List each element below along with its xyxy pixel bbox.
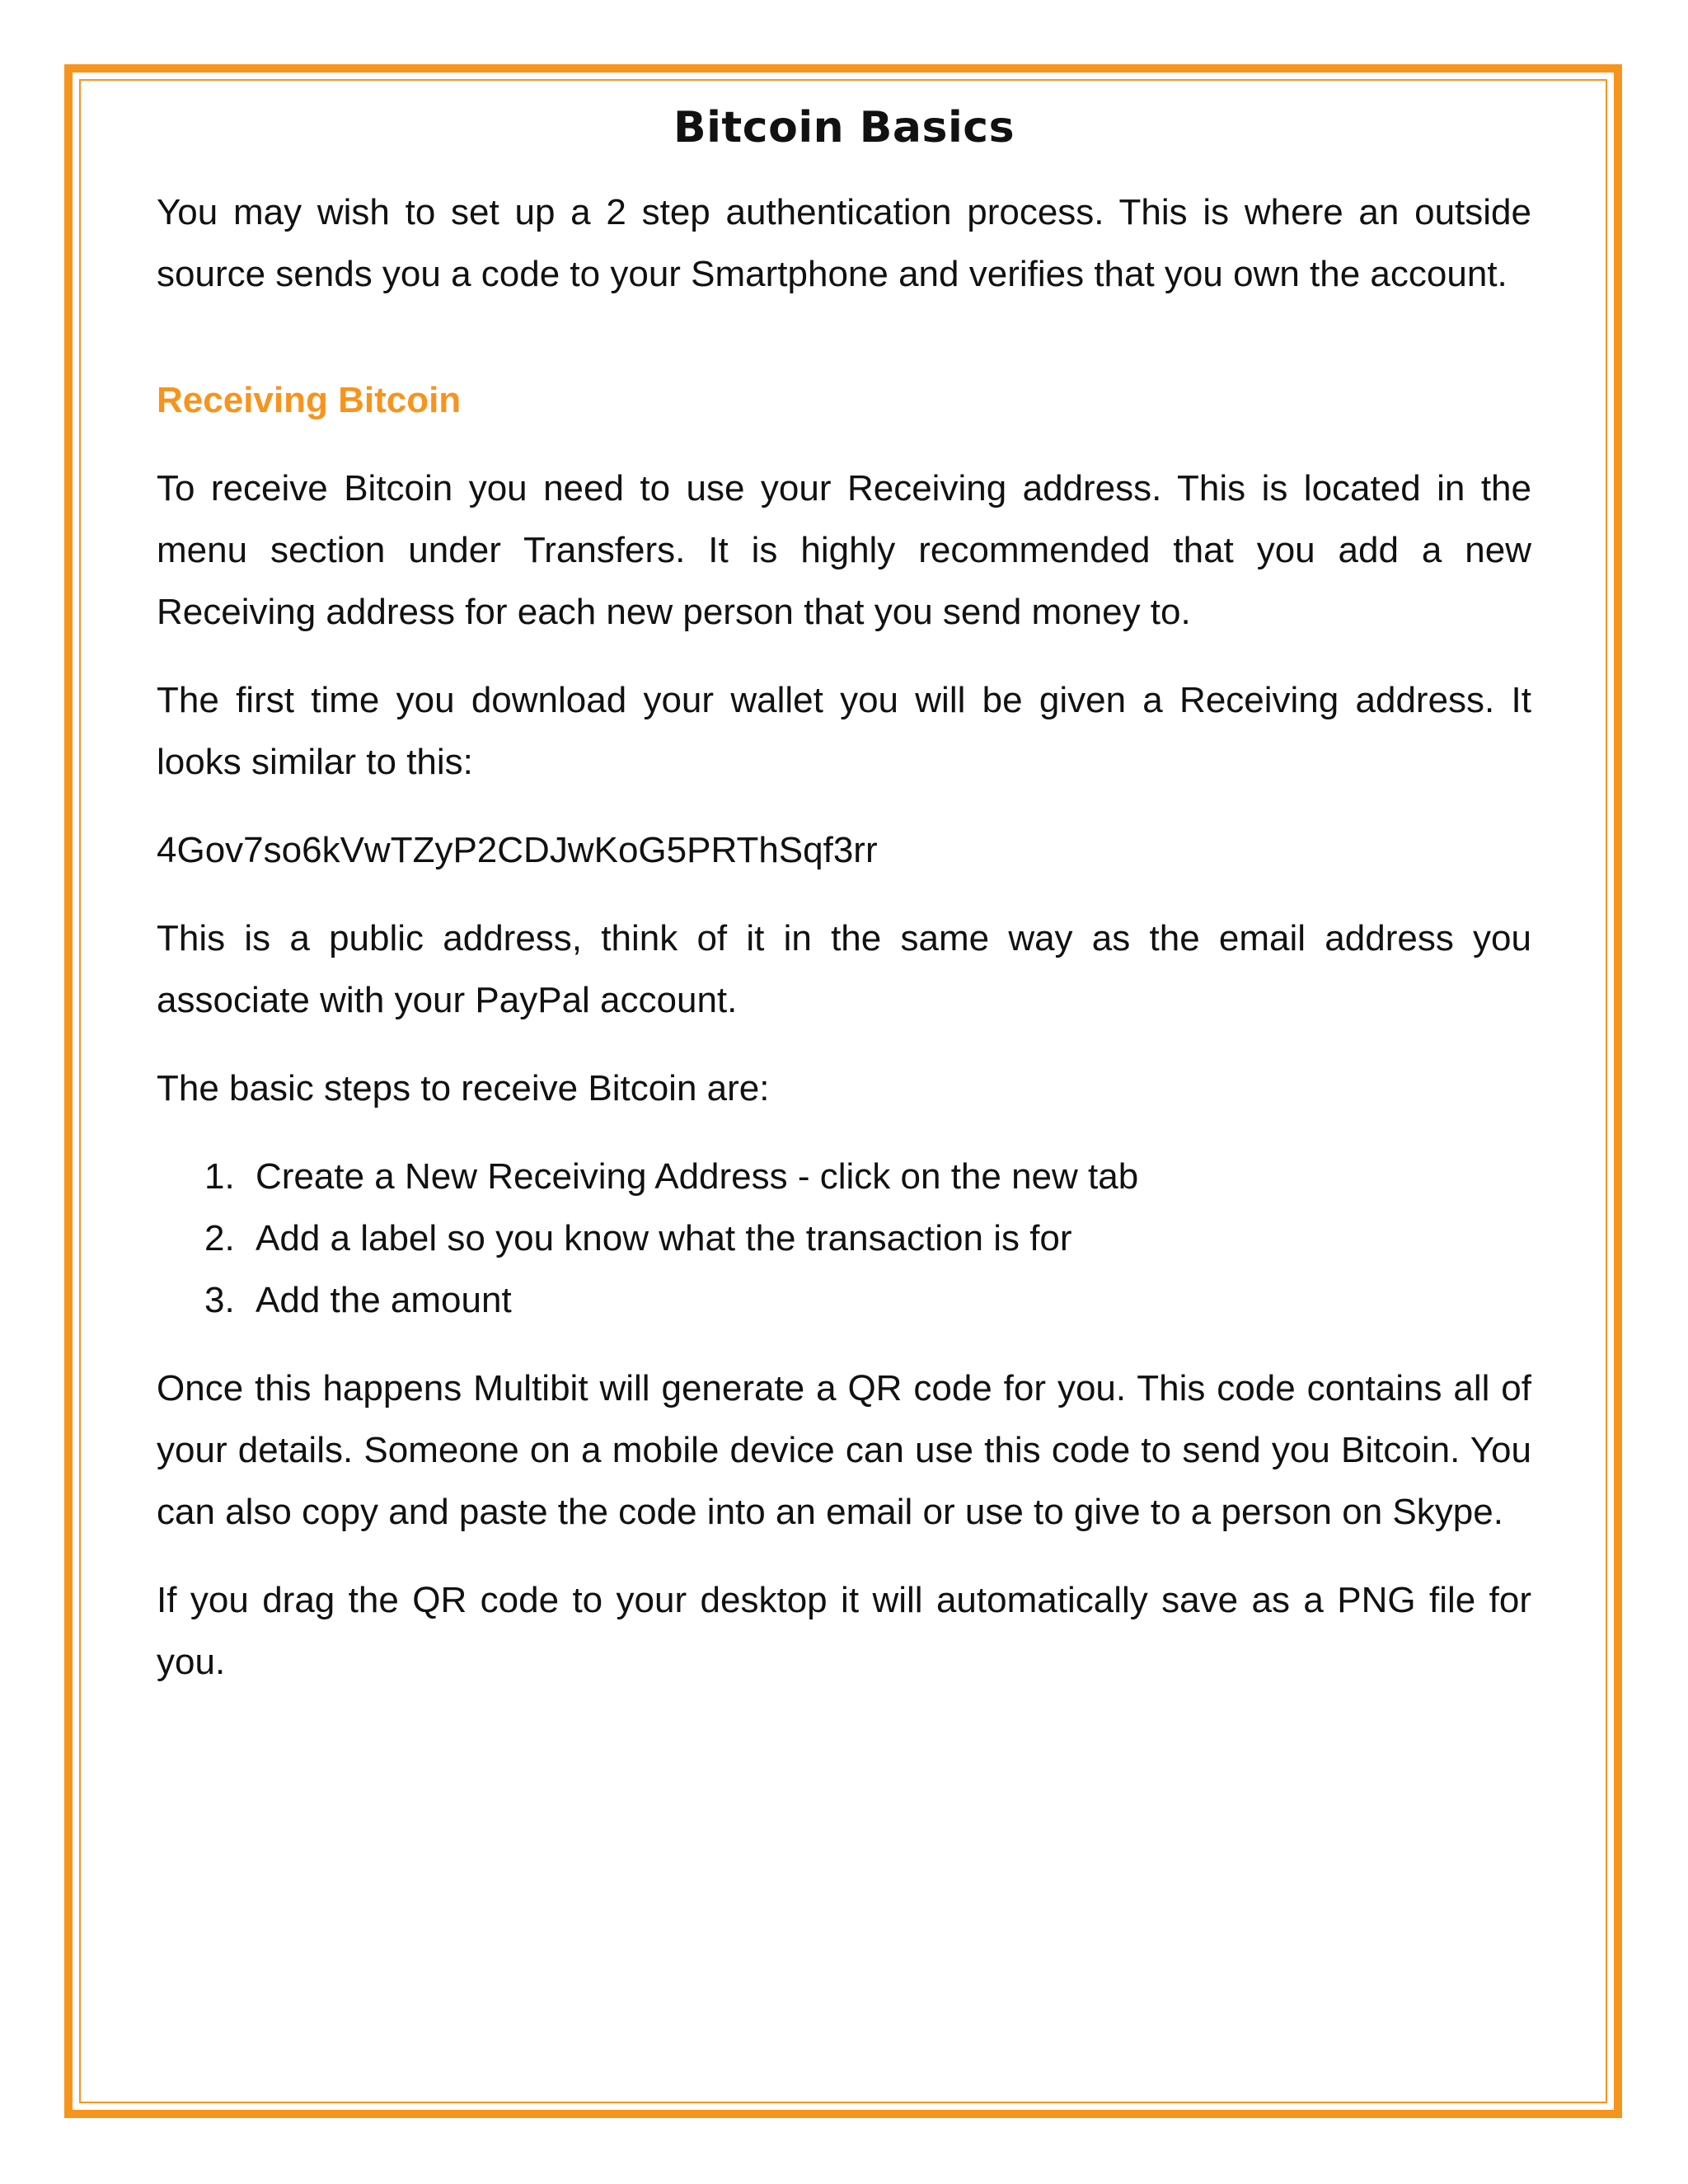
list-item [157, 1146, 1531, 1207]
document-body [157, 97, 1531, 1719]
address-example: 4Gov7so6kVwTZyP2CDJwKoG5PRThSqf3rr [157, 830, 878, 870]
public-address-paragraph: This is a public address, think of it in the same way as the email address you associate with your PayPal account. [157, 918, 1531, 1020]
intro-paragraph: You may wish to set up a 2 step authentication process. This is where an outside source sends you a code to your Smartphone and verifies that you own the account. [157, 192, 1531, 294]
first-time-paragraph: The first time you download your wallet you will be given a Receiving address. It looks similar to this: [157, 680, 1531, 782]
qr-paragraph: Once this happens Multibit will generate a QR code for you. This code contains all of your details. Someone on a mobile device can use this code to send you Bitcoin. You can also copy and paste the code into an email or use to give to a person on Skype. [157, 1368, 1531, 1532]
steps-intro-paragraph: The basic steps to receive Bitcoin are: [157, 1068, 770, 1108]
steps-list [157, 1146, 1531, 1331]
list-item [157, 1269, 1531, 1331]
list-item-text: Add a label so you know what the transaction is for [256, 1218, 1072, 1258]
list-item-text: Create a New Receiving Address - click on the new tab [256, 1156, 1139, 1197]
list-item-number: 1. [204, 1156, 235, 1197]
receive-paragraph: To receive Bitcoin you need to use your Receiving address. This is located in the menu section under Transfers. It is highly recommended that you add a new Receiving address for each new person that you send money to. [157, 468, 1531, 632]
drag-paragraph: If you drag the QR code to your desktop it will automatically save as a PNG file for you. [157, 1580, 1531, 1682]
section-heading: Receiving Bitcoin [157, 380, 462, 420]
list-item [157, 1207, 1531, 1269]
list-item-number: 2. [204, 1218, 235, 1258]
page-title: Bitcoin Basics [673, 103, 1015, 152]
list-item-number: 3. [204, 1280, 235, 1320]
list-item-text: Add the amount [256, 1280, 512, 1320]
